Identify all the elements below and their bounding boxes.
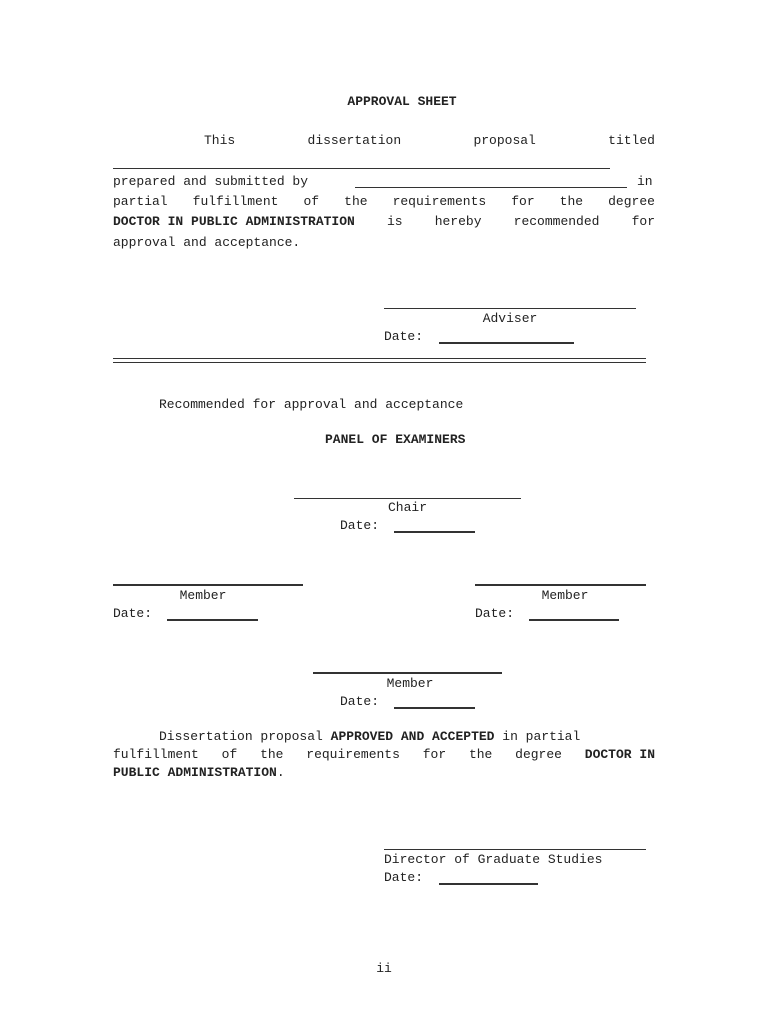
- panel-title: PANEL OF EXAMINERS: [325, 432, 466, 447]
- author-blank-line: [355, 187, 627, 188]
- chair-date-label: Date:: [340, 518, 380, 533]
- intro-word: This: [204, 133, 236, 148]
- member-center-date-line: [394, 707, 475, 709]
- approval-line-3: [113, 764, 285, 782]
- member-right-date-line: [529, 619, 619, 621]
- approval-word: requirements: [306, 747, 400, 762]
- chair-label: Chair: [387, 500, 427, 515]
- director-date-label: Date:: [384, 870, 424, 885]
- intro-word: partial: [113, 194, 168, 209]
- approved-accepted: APPROVED AND ACCEPTED: [330, 729, 495, 744]
- recommended-text: Recommended for approval and acceptance: [159, 397, 464, 412]
- intro-word: for: [631, 214, 655, 229]
- member-center-signature-line: [313, 672, 502, 674]
- intro-word: degree: [608, 194, 655, 209]
- intro-word: of: [303, 194, 320, 209]
- member-left-date-line: [167, 619, 258, 621]
- member-left-date-label: Date:: [113, 606, 153, 621]
- page-title: APPROVAL SHEET: [347, 94, 457, 109]
- intro-line-1: [204, 132, 655, 150]
- approval-word: fulfillment: [113, 747, 199, 762]
- intro-word: fulfillment: [192, 194, 279, 209]
- intro-word: recommended: [513, 214, 600, 229]
- intro-word: hereby: [434, 214, 482, 229]
- adviser-date-label: Date:: [384, 329, 424, 344]
- intro-word: proposal: [473, 133, 536, 148]
- member-right-label: Member: [541, 588, 589, 603]
- member-center-date-label: Date:: [340, 694, 380, 709]
- section-divider: [113, 358, 646, 363]
- approval-text: in partial: [494, 729, 581, 744]
- adviser-date-line: [439, 342, 574, 344]
- approval-line-1: [159, 728, 580, 746]
- member-right-signature-line: [475, 584, 646, 586]
- intro-line-5: approval and acceptance.: [113, 235, 301, 250]
- approval-word: the: [468, 747, 493, 762]
- intro-word: for: [511, 194, 535, 209]
- approval-text: Dissertation proposal: [159, 729, 331, 744]
- adviser-signature-line: [384, 308, 636, 309]
- degree-name: DOCTOR IN: [584, 747, 655, 762]
- intro-line-3: [113, 193, 655, 211]
- intro-line-4: [113, 213, 655, 231]
- intro-word: the: [344, 194, 368, 209]
- director-signature-line: [384, 849, 646, 850]
- approval-word: for: [422, 747, 447, 762]
- director-label: Director of Graduate Studies: [384, 852, 603, 867]
- title-blank-line: [113, 168, 610, 169]
- intro-line-2-start: prepared and submitted by: [113, 174, 309, 189]
- approval-line-2: [113, 746, 655, 764]
- chair-date-line: [394, 531, 475, 533]
- intro-line-2-end: in: [637, 174, 653, 189]
- approval-text: .: [276, 765, 285, 780]
- approval-word: of: [221, 747, 238, 762]
- degree-name: PUBLIC ADMINISTRATION: [113, 765, 277, 780]
- approval-word: the: [260, 747, 284, 762]
- intro-word: titled: [608, 133, 655, 148]
- member-left-label: Member: [179, 588, 227, 603]
- member-left-signature-line: [113, 584, 303, 586]
- degree-name: DOCTOR IN PUBLIC ADMINISTRATION: [113, 214, 355, 229]
- adviser-label: Adviser: [482, 311, 538, 326]
- director-date-line: [439, 883, 538, 885]
- intro-word: the: [559, 194, 584, 209]
- member-center-label: Member: [386, 676, 434, 691]
- intro-word: dissertation: [307, 133, 402, 148]
- approval-word: degree: [515, 747, 562, 762]
- member-right-date-label: Date:: [475, 606, 515, 621]
- intro-word: requirements: [392, 194, 487, 209]
- intro-word: is: [386, 214, 403, 229]
- page-number: ii: [376, 961, 392, 976]
